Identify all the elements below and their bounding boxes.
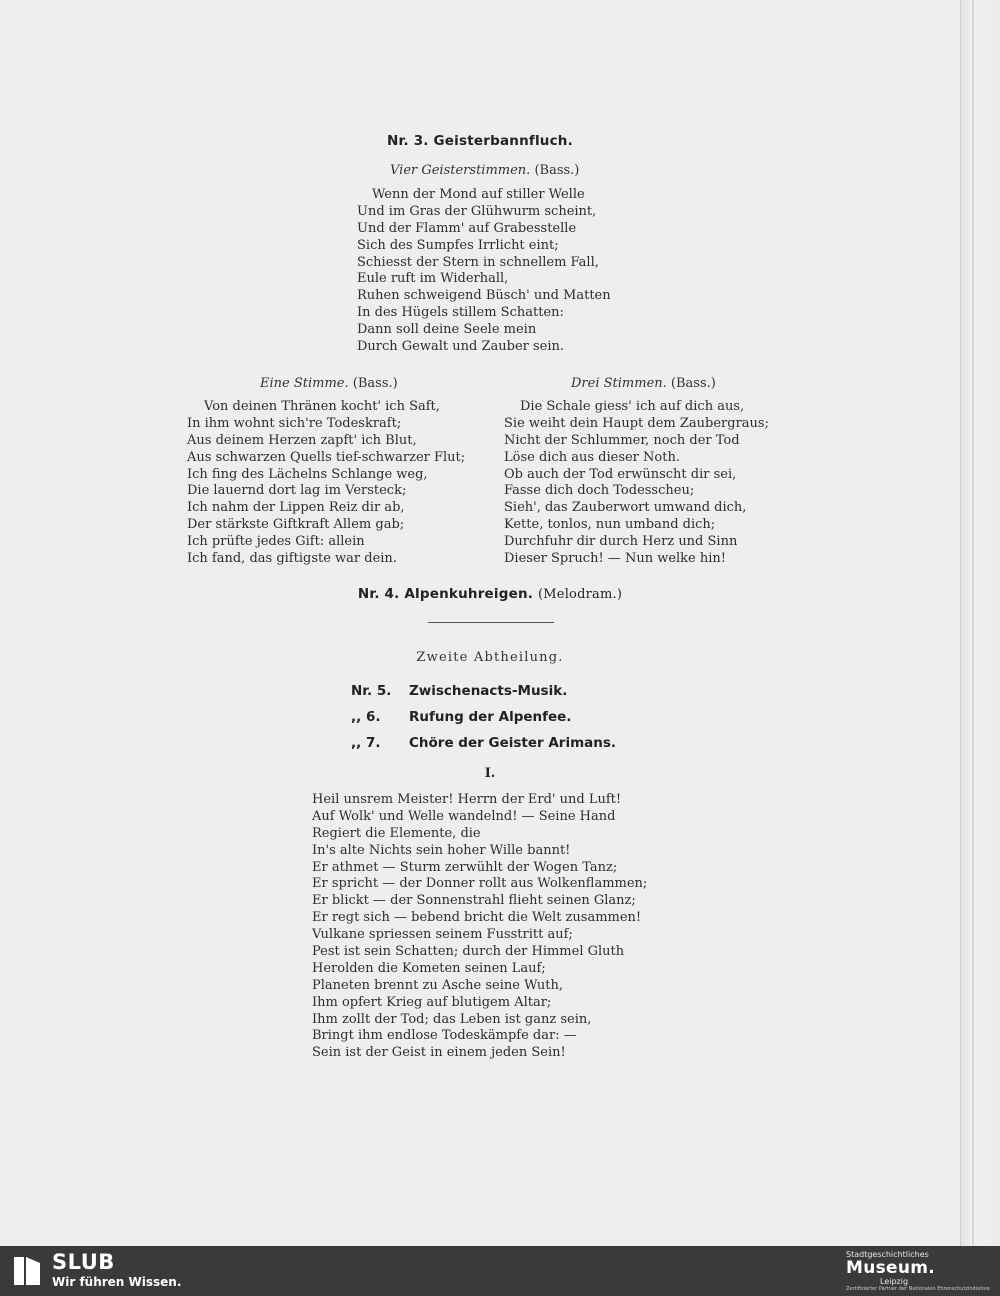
left-column-verse (187, 399, 465, 568)
page-fold (972, 0, 974, 1246)
slub-tagline: Wir führen Wissen. (52, 1275, 182, 1289)
museum-small-label: Stadtgeschichtliches (846, 1250, 929, 1259)
verse-line: Bringt ihm endlose Todeskämpfe dar: — (312, 1028, 577, 1044)
verse-line: Und im Gras der Glühwurm scheint, (357, 203, 597, 219)
verse-line: Ihm opfert Krieg auf blutigem Altar; (312, 994, 552, 1010)
section-3-voices-paren: (Bass.) (534, 163, 580, 178)
right-voice-paren: (Bass.) (670, 376, 716, 391)
section-3-voices (390, 163, 579, 178)
item-title: Zwischenacts-Musik. (409, 683, 568, 699)
section-3-verse (357, 187, 611, 356)
part-2-item-5 (351, 683, 567, 699)
section-4-title: Alpenkuhreigen. (404, 586, 534, 602)
verse-line: Regiert die Elemente, die (312, 825, 481, 841)
verse-line: Kette, tonlos, nun umband dich; (504, 517, 716, 533)
chorus-verse (312, 792, 647, 1062)
verse-line: Pest ist sein Schatten; durch der Himmel Gluth (312, 944, 625, 960)
verse-line: Ruhen schweigend Büsch' und Matten (357, 288, 611, 304)
verse-line: Fasse dich doch Todesscheu; (504, 483, 695, 499)
verse-line: Ich fing des Lächelns Schlange weg, (187, 466, 428, 482)
left-voice-heading (260, 376, 398, 391)
part-2-heading: Zweite Abtheilung. (416, 650, 564, 665)
verse-line: Herolden die Kometen seinen Lauf; (312, 960, 546, 976)
verse-line: Ich fand, das giftigste war dein. (187, 551, 397, 567)
section-4-heading (10, 586, 970, 602)
item-number: ,, 7. (351, 735, 381, 751)
verse-line: Auf Wolk' und Welle wandelnd! — Seine Hand (312, 808, 616, 824)
verse-line: Er regt sich — bebend bricht die Welt zusammen! (312, 910, 642, 926)
part-2-item-6 (351, 709, 571, 725)
verse-line: Sieh', das Zauberwort umwand dich, (504, 500, 747, 516)
adjacent-page-edge (960, 0, 1000, 1246)
verse-line: Er athmet — Sturm zerwühlt der Wogen Tanz; (312, 859, 618, 875)
verse-line: Die Schale giess' ich auf dich aus, (520, 399, 745, 414)
verse-line: Dann soll deine Seele mein (357, 322, 537, 338)
item-title: Rufung der Alpenfee. (409, 709, 572, 725)
right-voice-label: Drei Stimmen. (571, 376, 667, 391)
verse-line: Der stärkste Giftkraft Allem gab; (187, 517, 405, 533)
section-3-voices-label: Vier Geisterstimmen. (390, 163, 531, 178)
verse-line: Heil unsrem Meister! Herrn der Erd' und Luft! (312, 792, 622, 807)
museum-certification: Zertifizierter Partner der Nationalen Ehrenschutzinitiative (846, 1286, 990, 1292)
verse-line: Dieser Spruch! — Nun welke hin! (504, 551, 727, 567)
item-number: ,, 6. (351, 709, 381, 725)
verse-line: Durchfuhr dir durch Herz und Sinn (504, 534, 738, 550)
verse-line: Ich nahm der Lippen Reiz dir ab, (187, 500, 405, 516)
verse-line: Nicht der Schlummer, noch der Tod (504, 432, 740, 448)
verse-line: In des Hügels stillem Schatten: (357, 305, 564, 321)
verse-line: Sich des Sumpfes Irrlicht eint; (357, 237, 559, 253)
section-3-heading (0, 133, 960, 149)
item-title: Chöre der Geister Arimans. (409, 735, 617, 751)
verse-line: Ihm zollt der Tod; das Leben ist ganz sein, (312, 1011, 592, 1027)
chorus-roman-numeral: I. (484, 766, 496, 781)
verse-line: Schiesst der Stern in schnellem Fall, (357, 254, 599, 270)
section-3-title: Geisterbannfluch. (433, 133, 573, 149)
section-4-number: Nr. 4. (357, 586, 400, 602)
right-voice-heading (571, 376, 716, 391)
slub-logo-icon (12, 1253, 42, 1289)
verse-line: Wenn der Mond auf stiller Welle (372, 187, 585, 202)
section-divider (428, 622, 554, 623)
verse-line: Ich prüfte jedes Gift: allein (187, 534, 365, 550)
verse-line: Vulkane spriessen seinem Fusstritt auf; (312, 927, 573, 943)
verse-line: Eule ruft im Widerhall, (357, 271, 509, 287)
section-3-number: Nr. 3. (387, 133, 429, 149)
verse-line: In's alte Nichts sein hoher Wille bannt! (312, 842, 571, 858)
verse-line: Ob auch der Tod erwünscht dir sei, (504, 466, 737, 482)
verse-line: Aus schwarzen Quells tief-schwarzer Flut; (187, 449, 466, 465)
verse-line: Löse dich aus dieser Noth. (504, 449, 680, 465)
verse-line: Er spricht — der Donner rollt aus Wolkenflammen; (312, 876, 648, 892)
item-number: Nr. 5. (351, 683, 392, 699)
verse-line: Planeten brennt zu Asche seine Wuth, (312, 977, 564, 993)
right-column-verse (504, 399, 769, 568)
museum-city: Leipzig (880, 1277, 909, 1286)
verse-line: Er blickt — der Sonnenstrahl flieht seinen Glanz; (312, 893, 636, 909)
verse-line: Sein ist der Geist in einem jeden Sein! (312, 1045, 566, 1061)
verse-line: Durch Gewalt und Zauber sein. (357, 339, 565, 355)
verse-line: Und der Flamm' auf Grabesstelle (357, 220, 577, 236)
verse-line: Die lauernd dort lag im Versteck; (187, 483, 407, 499)
slub-name: SLUB (52, 1250, 115, 1274)
viewer-footer (0, 1246, 1000, 1296)
verse-line: In ihm wohnt sich're Todeskraft; (187, 415, 402, 431)
verse-line: Sie weiht dein Haupt dem Zaubergraus; (504, 415, 769, 431)
verse-line: Von deinen Thränen kocht' ich Saft, (204, 399, 440, 414)
verse-line: Aus deinem Herzen zapft' ich Blut, (187, 432, 417, 448)
section-4-paren: (Melodram.) (538, 587, 623, 602)
part-2-item-7 (351, 735, 616, 751)
museum-logo (846, 1250, 990, 1292)
left-voice-paren: (Bass.) (352, 376, 398, 391)
left-voice-label: Eine Stimme. (260, 376, 349, 391)
museum-name: Museum. (846, 1258, 936, 1278)
